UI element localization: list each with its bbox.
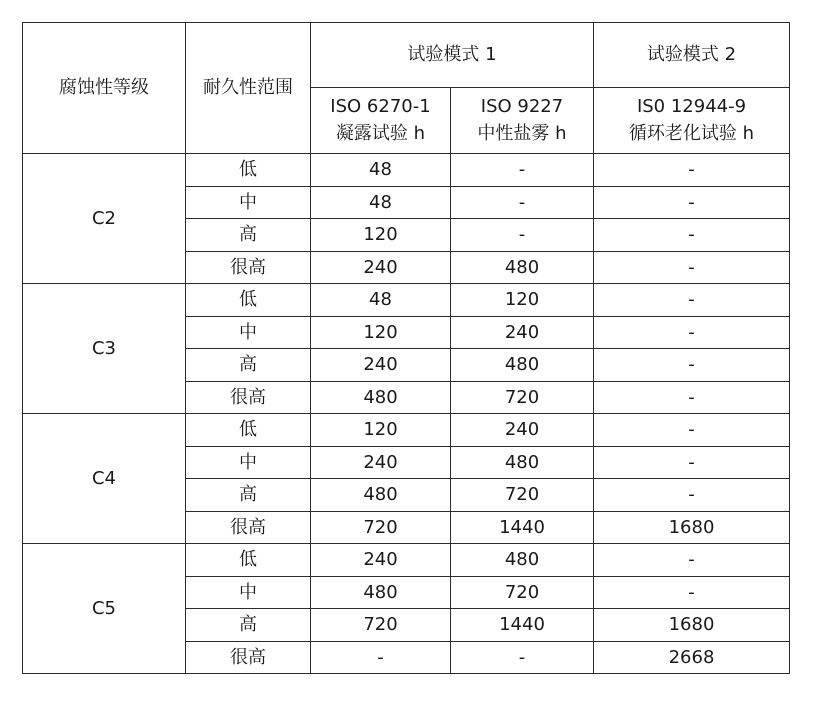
salt-spray-hours-cell: 480	[451, 251, 594, 284]
salt-spray-hours-cell: -	[451, 154, 594, 187]
condensation-hours-cell: 720	[311, 511, 451, 544]
table-row	[23, 154, 790, 187]
salt-spray-hours-cell: 1440	[451, 511, 594, 544]
cyclic-aging-hours-cell: -	[594, 544, 790, 577]
cyclic-aging-hours-cell: -	[594, 576, 790, 609]
salt-spray-hours-cell: 120	[451, 284, 594, 317]
header-cyclic-aging-label: 循环老化试验 h	[628, 122, 755, 144]
salt-spray-hours-cell: 1440	[451, 609, 594, 642]
salt-spray-hours-cell: 720	[451, 479, 594, 512]
cyclic-aging-hours-cell: -	[594, 154, 790, 187]
corrosion-grade-cell: C3	[23, 284, 186, 414]
durability-cell: 高	[186, 349, 311, 382]
salt-spray-hours-cell: 240	[451, 316, 594, 349]
condensation-hours-cell: -	[311, 641, 451, 674]
table-row	[23, 284, 790, 317]
table-row	[23, 544, 790, 577]
durability-cell: 低	[186, 414, 311, 447]
durability-cell: 高	[186, 219, 311, 252]
table-row	[23, 414, 790, 447]
header-test-mode-1: 试验模式 1	[311, 23, 594, 88]
header-cyclic-aging-standard: IS0 12944-9	[636, 96, 747, 118]
table-header	[23, 23, 790, 154]
condensation-hours-cell: 240	[311, 446, 451, 479]
test-duration-table	[22, 22, 790, 674]
durability-cell: 高	[186, 609, 311, 642]
condensation-hours-cell: 120	[311, 316, 451, 349]
header-salt-spray-test	[451, 88, 594, 154]
header-condensation-standard: ISO 6270-1	[330, 96, 431, 118]
condensation-hours-cell: 48	[311, 154, 451, 187]
salt-spray-hours-cell: 720	[451, 381, 594, 414]
header-row-1	[23, 23, 790, 88]
header-condensation-test	[311, 88, 451, 154]
condensation-hours-cell: 720	[311, 609, 451, 642]
cyclic-aging-hours-cell: 1680	[594, 609, 790, 642]
condensation-hours-cell: 240	[311, 544, 451, 577]
header-salt-spray-label: 中性盐雾 h	[477, 122, 567, 144]
condensation-hours-cell: 240	[311, 251, 451, 284]
salt-spray-hours-cell: -	[451, 219, 594, 252]
durability-cell: 很高	[186, 381, 311, 414]
cyclic-aging-hours-cell: -	[594, 381, 790, 414]
cyclic-aging-hours-cell: -	[594, 219, 790, 252]
salt-spray-hours-cell: 720	[451, 576, 594, 609]
salt-spray-hours-cell: 480	[451, 544, 594, 577]
cyclic-aging-hours-cell: -	[594, 186, 790, 219]
condensation-hours-cell: 480	[311, 576, 451, 609]
corrosion-grade-cell: C5	[23, 544, 186, 674]
durability-cell: 很高	[186, 641, 311, 674]
salt-spray-hours-cell: 480	[451, 349, 594, 382]
cyclic-aging-hours-cell: 1680	[594, 511, 790, 544]
salt-spray-hours-cell: 480	[451, 446, 594, 479]
condensation-hours-cell: 48	[311, 186, 451, 219]
header-test-mode-2: 试验模式 2	[594, 23, 790, 88]
cyclic-aging-hours-cell: -	[594, 414, 790, 447]
durability-cell: 高	[186, 479, 311, 512]
durability-cell: 中	[186, 186, 311, 219]
cyclic-aging-hours-cell: -	[594, 251, 790, 284]
cyclic-aging-hours-cell: -	[594, 316, 790, 349]
condensation-hours-cell: 48	[311, 284, 451, 317]
cyclic-aging-hours-cell: -	[594, 284, 790, 317]
durability-cell: 低	[186, 154, 311, 187]
durability-cell: 很高	[186, 251, 311, 284]
cyclic-aging-hours-cell: -	[594, 446, 790, 479]
durability-cell: 低	[186, 284, 311, 317]
salt-spray-hours-cell: -	[451, 186, 594, 219]
header-condensation-label: 凝露试验 h	[335, 122, 426, 144]
condensation-hours-cell: 480	[311, 479, 451, 512]
condensation-hours-cell: 480	[311, 381, 451, 414]
header-cyclic-aging-test	[594, 88, 790, 154]
header-corrosion-grade: 腐蚀性等级	[23, 23, 186, 154]
durability-cell: 中	[186, 576, 311, 609]
header-salt-spray-standard: ISO 9227	[480, 96, 564, 118]
table-body	[23, 154, 790, 674]
test-duration-table-container	[22, 22, 790, 674]
cyclic-aging-hours-cell: -	[594, 479, 790, 512]
cyclic-aging-hours-cell: -	[594, 349, 790, 382]
condensation-hours-cell: 120	[311, 414, 451, 447]
salt-spray-hours-cell: -	[451, 641, 594, 674]
durability-cell: 低	[186, 544, 311, 577]
salt-spray-hours-cell: 240	[451, 414, 594, 447]
corrosion-grade-cell: C4	[23, 414, 186, 544]
cyclic-aging-hours-cell: 2668	[594, 641, 790, 674]
durability-cell: 中	[186, 316, 311, 349]
condensation-hours-cell: 240	[311, 349, 451, 382]
header-durability-range: 耐久性范围	[186, 23, 311, 154]
durability-cell: 很高	[186, 511, 311, 544]
durability-cell: 中	[186, 446, 311, 479]
condensation-hours-cell: 120	[311, 219, 451, 252]
corrosion-grade-cell: C2	[23, 154, 186, 284]
